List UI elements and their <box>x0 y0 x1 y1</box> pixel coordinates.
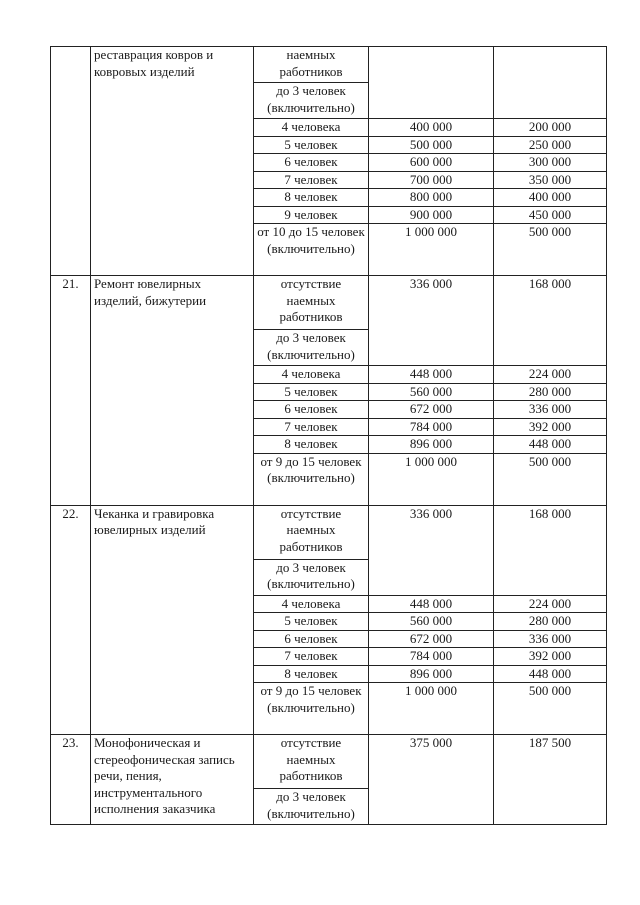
employees-cell: до 3 человек (включительно) <box>254 83 369 119</box>
employees-cell: 7 человек <box>254 648 369 666</box>
table-row <box>51 735 607 789</box>
value-cell: 448 000 <box>369 366 494 384</box>
employees-cell: 9 человек <box>254 206 369 224</box>
value-cell: 168 000 <box>494 276 607 366</box>
row-number <box>51 47 91 276</box>
value-cell: 336 000 <box>494 401 607 419</box>
value-cell: 224 000 <box>494 595 607 613</box>
employees-cell: от 9 до 15 человек (включительно) <box>254 453 369 505</box>
value-cell: 500 000 <box>494 224 607 276</box>
value-cell: 224 000 <box>494 366 607 384</box>
activity-name: Ремонт ювелирных изделий, бижутерии <box>91 276 254 506</box>
employees-cell: отсутствие наемных работников <box>254 505 369 559</box>
employees-cell: 6 человек <box>254 401 369 419</box>
value-cell: 500 000 <box>369 136 494 154</box>
employees-cell: 7 человек <box>254 418 369 436</box>
value-cell: 280 000 <box>494 383 607 401</box>
value-cell: 784 000 <box>369 418 494 436</box>
value-cell: 1 000 000 <box>369 224 494 276</box>
row-number: 22. <box>51 505 91 735</box>
value-cell: 336 000 <box>369 505 494 595</box>
employees-cell: 6 человек <box>254 630 369 648</box>
employees-cell: 7 человек <box>254 171 369 189</box>
employees-cell: до 3 человек (включительно) <box>254 789 369 825</box>
value-cell: 336 000 <box>369 276 494 366</box>
employees-cell: до 3 человек (включительно) <box>254 330 369 366</box>
value-cell: 350 000 <box>494 171 607 189</box>
employees-cell: 8 человек <box>254 436 369 454</box>
row-number: 21. <box>51 276 91 506</box>
value-cell: 800 000 <box>369 189 494 207</box>
value-cell: 392 000 <box>494 418 607 436</box>
activity-name: Чеканка и гравировка ювелирных изделий <box>91 505 254 735</box>
value-cell: 280 000 <box>494 613 607 631</box>
employees-cell: 4 человека <box>254 119 369 137</box>
employees-cell: от 10 до 15 человек (включительно) <box>254 224 369 276</box>
employees-cell: 5 человек <box>254 136 369 154</box>
employees-cell: 5 человек <box>254 383 369 401</box>
activity-name: Монофоническая и стереофоническая запись речи, пения, инструментального исполнения заказчика <box>91 735 254 825</box>
value-cell: 896 000 <box>369 665 494 683</box>
employees-cell: до 3 человек (включительно) <box>254 559 369 595</box>
value-cell: 168 000 <box>494 505 607 595</box>
value-cell: 1 000 000 <box>369 453 494 505</box>
value-cell: 200 000 <box>494 119 607 137</box>
value-cell: 700 000 <box>369 171 494 189</box>
employees-cell: отсутствие наемных работников <box>254 735 369 789</box>
value-cell: 560 000 <box>369 613 494 631</box>
value-cell: 784 000 <box>369 648 494 666</box>
tariff-table <box>50 46 607 825</box>
employees-cell: отсутствие наемных работников <box>254 276 369 330</box>
value-cell: 448 000 <box>494 665 607 683</box>
row-number: 23. <box>51 735 91 825</box>
value-cell: 672 000 <box>369 630 494 648</box>
value-cell: 448 000 <box>369 595 494 613</box>
value-cell: 672 000 <box>369 401 494 419</box>
value-cell <box>494 47 607 119</box>
value-cell: 600 000 <box>369 154 494 172</box>
employees-cell: 4 человека <box>254 595 369 613</box>
employees-cell: 8 человек <box>254 189 369 207</box>
value-cell: 375 000 <box>369 735 494 825</box>
table-row <box>51 276 607 330</box>
table-row <box>51 47 607 83</box>
value-cell <box>369 47 494 119</box>
value-cell: 250 000 <box>494 136 607 154</box>
value-cell: 400 000 <box>369 119 494 137</box>
value-cell: 448 000 <box>494 436 607 454</box>
value-cell: 400 000 <box>494 189 607 207</box>
value-cell: 896 000 <box>369 436 494 454</box>
value-cell: 1 000 000 <box>369 683 494 735</box>
value-cell: 392 000 <box>494 648 607 666</box>
value-cell: 500 000 <box>494 453 607 505</box>
value-cell: 300 000 <box>494 154 607 172</box>
value-cell: 450 000 <box>494 206 607 224</box>
value-cell: 900 000 <box>369 206 494 224</box>
employees-cell: 6 человек <box>254 154 369 172</box>
value-cell: 560 000 <box>369 383 494 401</box>
activity-name: реставрация ковров и ковровых изделий <box>91 47 254 276</box>
employees-cell: от 9 до 15 человек (включительно) <box>254 683 369 735</box>
employees-cell: 8 человек <box>254 665 369 683</box>
employees-cell: наемных работников <box>254 47 369 83</box>
employees-cell: 5 человек <box>254 613 369 631</box>
value-cell: 500 000 <box>494 683 607 735</box>
value-cell: 336 000 <box>494 630 607 648</box>
employees-cell: 4 человека <box>254 366 369 384</box>
value-cell: 187 500 <box>494 735 607 825</box>
table-row <box>51 505 607 559</box>
